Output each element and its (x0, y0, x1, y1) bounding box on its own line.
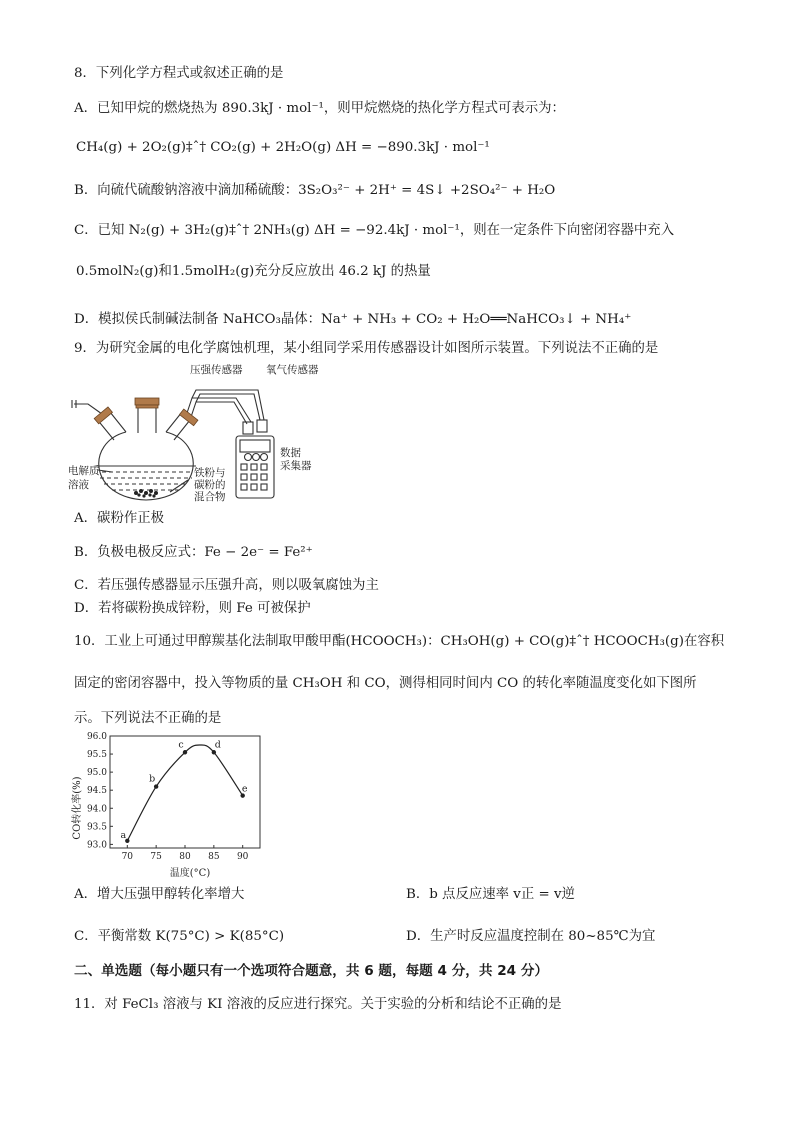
point-label-a: a (120, 829, 127, 841)
x-tick-label: 70 (121, 852, 134, 862)
q10-option-c: C．平衡常数 K(75°C) > K(85°C) (74, 929, 285, 944)
q8-option-b: B．向硫代硫酸钠溶液中滴加稀硫酸：3S₂O₃²⁻ + 2H⁺ = 4S↓ +2SO₄²⁻ + H₂O (74, 183, 556, 198)
mixture-label-3: 混合物 (194, 491, 226, 503)
chart-xlabel: 温度(°C) (169, 868, 211, 879)
x-tick-label: 85 (208, 852, 220, 862)
chart-marks (120, 739, 247, 843)
q8-option-c-line2: 0.5molN₂(g)和1.5molH₂(g)充分反应放出 46.2 kJ 的热量 (76, 264, 431, 279)
q8-option-a-equation: CH₄(g) + 2O₂(g)‡ˆ† CO₂(g) + 2H₂O(g) ΔH = −890.3kJ · mol⁻¹ (76, 140, 490, 155)
q10-option-b: B．b 点反应速率 v正 = v逆 (406, 887, 575, 902)
point-label-d: d (214, 739, 221, 751)
data-collector-label-1: 数据 (280, 447, 301, 459)
point-label-c: c (178, 739, 184, 751)
q9-option-d: D．若将碳粉换成锌粉，则 Fe 可被保护 (74, 601, 311, 616)
y-tick-label: 93.5 (86, 822, 107, 833)
electrolyte-label-2: 溶液 (68, 479, 89, 491)
pressure-sensor-label: 压强传感器 (190, 364, 243, 376)
series-line (127, 745, 242, 841)
q10-stem-line2: 固定的密闭容器中，投入等物质的量 CH₃OH 和 CO，测得相同时间内 CO 的转化率随温度变化如下图所 (74, 676, 697, 691)
q11-stem: 11．对 FeCl₃ 溶液与 KI 溶液的反应进行探究。关于实验的分析和结论不正确的是 (74, 997, 562, 1012)
x-tick-label: 90 (236, 852, 249, 862)
q10-stem-line1: 10．工业上可通过甲醇羰基化法制取甲酸甲酯(HCOOCH₃)：CH₃OH(g) + CO(g)‡ˆ† HCOOCH₃(g)在容积 (74, 634, 725, 649)
y-tick-label: 94.0 (86, 804, 107, 815)
q10-option-a: A．增大压强甲醇转化率增大 (74, 887, 245, 902)
q8-option-a-line1: A．已知甲烷的燃烧热为 890.3kJ · mol⁻¹，则甲烷燃烧的热化学方程式可表示为： (74, 101, 565, 116)
q9-stem: 9．为研究金属的电化学腐蚀机理，某小组同学采用传感器设计如图所示装置。下列说法不正确的是 (74, 341, 659, 356)
data-point-d (212, 750, 216, 754)
x-tick-label: 80 (179, 852, 191, 862)
q10-option-d: D．生产时反应温度控制在 80~85℃为宜 (406, 929, 656, 944)
data-collector-label-2: 采集器 (280, 460, 312, 472)
y-tick-label: 96.0 (86, 732, 107, 742)
corrosion-apparatus-figure (66, 360, 346, 505)
mixture-label-2: 碳粉的 (194, 479, 226, 491)
chart-ylabel: CO转化率(%) (72, 776, 83, 840)
q10-stem-line3: 示。下列说法不正确的是 (74, 711, 222, 726)
q9-option-a: A．碳粉作正极 (74, 511, 165, 526)
y-tick-label: 95.5 (86, 750, 107, 761)
electrolyte-label-1: 电解质 (68, 465, 100, 477)
y-tick-label: 94.5 (86, 786, 107, 797)
data-point-b (154, 784, 158, 788)
q8-stem: 8．下列化学方程式或叙述正确的是 (74, 66, 284, 81)
co-conversion-chart (70, 728, 270, 880)
q8-option-d: D．模拟侯氏制碱法制备 NaHCO₃晶体：Na⁺ + NH₃ + CO₂ + H₂O══NaHCO₃↓ + NH₄⁺ (74, 312, 632, 327)
data-point-c (183, 750, 187, 754)
y-tick-label: 93.0 (86, 840, 107, 851)
q9-option-c: C．若压强传感器显示压强升高，则以吸氧腐蚀为主 (74, 578, 379, 593)
y-tick-label: 95.0 (86, 768, 107, 779)
section-heading: 二、单选题（每小题只有一个选项符合题意，共 6 题，每题 4 分，共 24 分） (74, 963, 549, 979)
mixture-label-1: 铁粉与 (194, 467, 226, 479)
point-label-b: b (149, 773, 156, 785)
chart-axes (87, 732, 260, 862)
x-tick-label: 75 (150, 852, 162, 862)
point-label-e: e (241, 783, 248, 795)
q9-option-b: B．负极电极反应式：Fe − 2e⁻ = Fe²⁺ (74, 545, 313, 560)
q8-option-c-line1: C．已知 N₂(g) + 3H₂(g)‡ˆ† 2NH₃(g) ΔH = −92.4kJ · mol⁻¹，则在一定条件下向密闭容器中充入 (74, 223, 675, 238)
oxygen-sensor-label: 氧气传感器 (266, 364, 319, 376)
